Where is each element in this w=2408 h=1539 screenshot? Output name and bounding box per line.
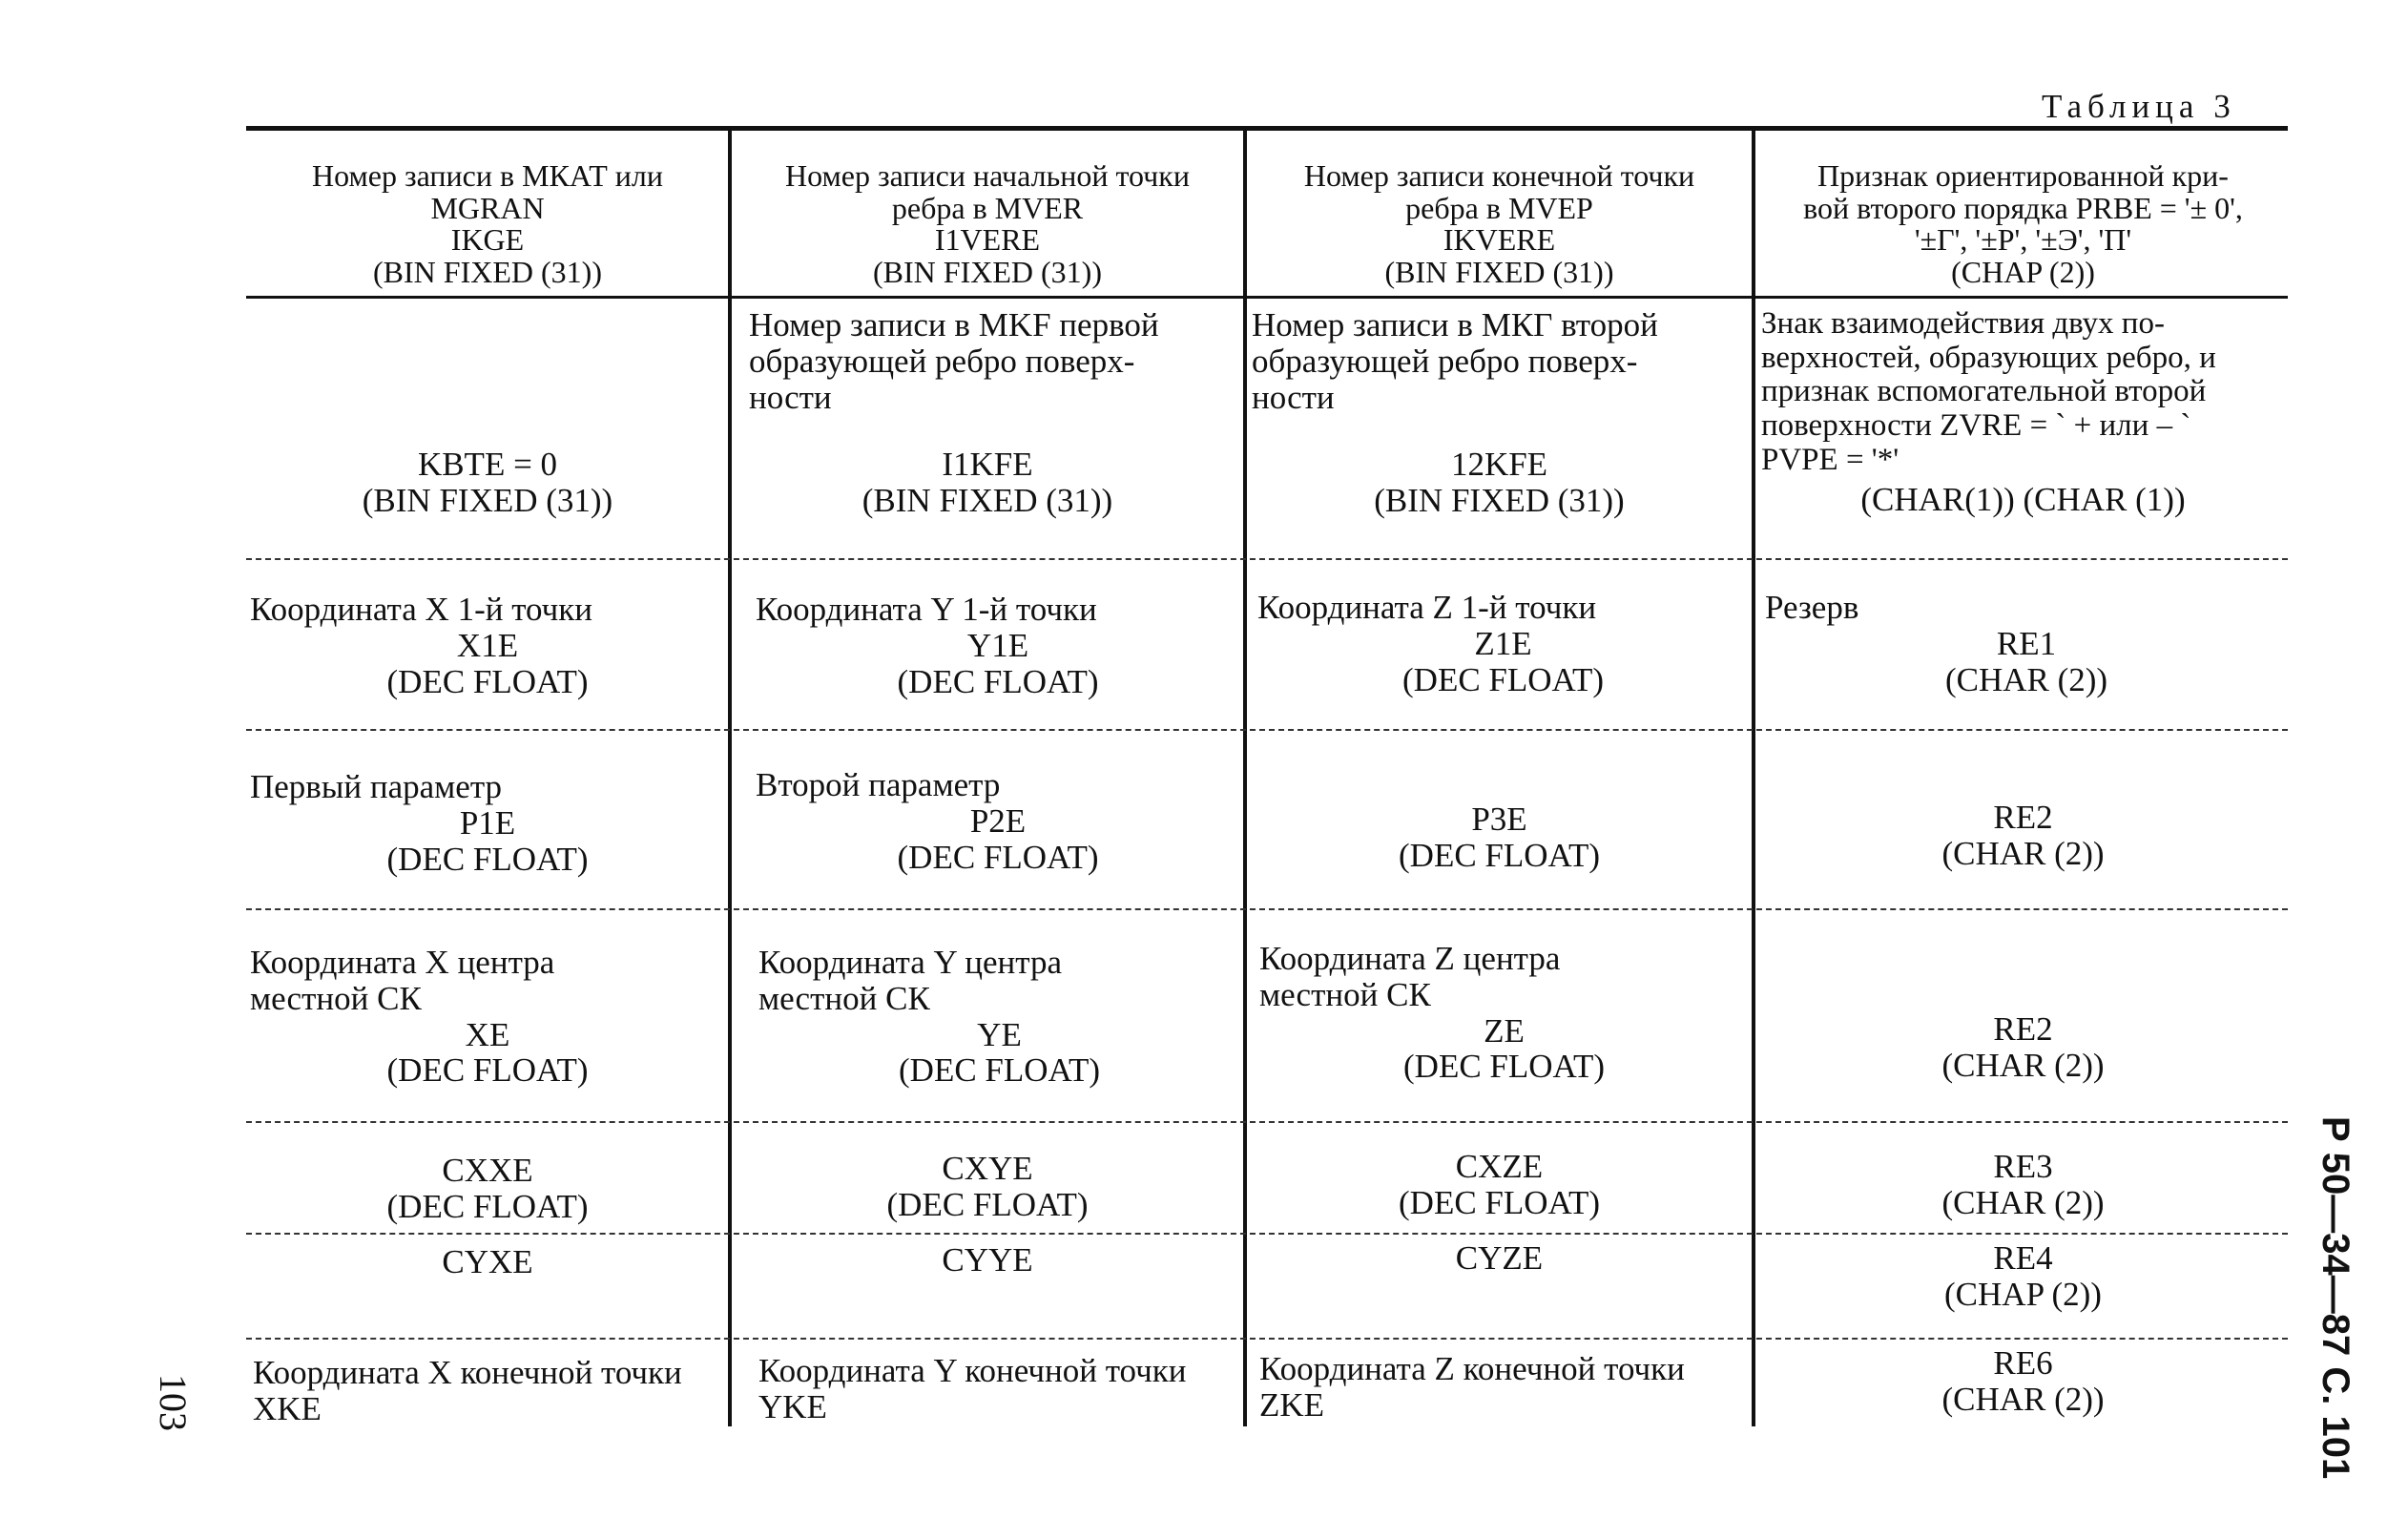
row3-col4: RE2 (CHAR (2)) <box>1941 799 2105 872</box>
column-divider <box>1243 129 1247 1426</box>
row5-col4: RE3 (CHAR (2)) <box>1941 1148 2105 1221</box>
table-caption: Таблица 3 <box>2042 88 2236 125</box>
document-reference: Р 50—34—87 С. 101 <box>2315 1116 2356 1480</box>
row1-col3-value: 12KFE (BIN FIXED (31)) <box>1374 446 1625 519</box>
row5-col2: CXYE (DEC FLOAT) <box>886 1150 1089 1223</box>
header-cell-2: Номер записи начальной точки ребра в MVER I1VERE (BIN FIXED (31)) <box>785 158 1190 289</box>
row-separator <box>246 729 2288 731</box>
row-separator <box>246 1233 2288 1235</box>
row7-col2: Координата Y конечной точки YKE <box>758 1352 1187 1425</box>
row1-col2-value: I1KFE (BIN FIXED (31)) <box>861 446 1113 519</box>
top-rule <box>246 126 2288 131</box>
row2-col1: Координата X 1-й точки X1E (DEC FLOAT) <box>250 591 592 700</box>
row6-col2: CYYE <box>942 1241 1033 1279</box>
row5-col3: CXZE (DEC FLOAT) <box>1399 1148 1600 1221</box>
row-separator <box>246 558 2288 560</box>
row6-col3: CYZE <box>1455 1239 1544 1277</box>
row2-col3: Координата Z 1-й точки Z1E (DEC FLOAT) <box>1257 589 1604 698</box>
row-separator <box>246 908 2288 910</box>
row7-col3: Координата Z конечной точки ZKE <box>1259 1350 1685 1424</box>
row6-col1: CYXE <box>442 1243 533 1280</box>
row-separator <box>246 1338 2288 1340</box>
header-cell-4: Признак ориентированной кри- вой второго порядка PRBE = '± 0', '±Г', '±P', '±Э', 'П' (CHAP (2)) <box>1803 158 2243 289</box>
row4-col4: RE2 (CHAR (2)) <box>1941 1010 2105 1084</box>
row3-col3: P3E (DEC FLOAT) <box>1399 801 1600 874</box>
row1-col3-label: Номер записи в МКГ второй образующей ребро поверх- ности <box>1252 306 1658 416</box>
row2-col4: Резерв RE1 (CHAR (2)) <box>1765 589 2108 698</box>
row7-col4: RE6 (CHAR (2)) <box>1941 1344 2105 1418</box>
row3-col1: Первый параметр P1E (DEC FLOAT) <box>250 768 589 878</box>
row4-col2: Координата Y центра местной СК YE (DEC FLOAT) <box>758 944 1100 1090</box>
header-cell-1: Номер записи в МКАТ или MGRAN IKGE (BIN FIXED (31)) <box>312 158 663 289</box>
row5-col1: CXXE (DEC FLOAT) <box>386 1152 589 1225</box>
row6-col4: RE4 (CHAP (2)) <box>1944 1239 2102 1313</box>
column-divider <box>1752 129 1755 1426</box>
row2-col2: Координата Y 1-й точки Y1E (DEC FLOAT) <box>756 591 1099 700</box>
row1-col4-value: (CHAR(1)) (CHAR (1)) <box>1860 481 2186 518</box>
header-rule <box>246 296 2288 299</box>
row7-col1: Координата X конечной точки XKE <box>253 1354 682 1427</box>
header-cell-3: Номер записи конечной точки ребра в MVEP IKVERE (BIN FIXED (31)) <box>1303 158 1695 289</box>
row4-col1: Координата X центра местной СК XE (DEC FLOAT) <box>250 944 589 1090</box>
row1-col1-value: KBTE = 0 (BIN FIXED (31)) <box>362 446 613 519</box>
row3-col2: Второй параметр P2E (DEC FLOAT) <box>756 766 1099 876</box>
column-divider <box>728 129 732 1426</box>
row4-col3: Координата Z центра местной СК ZE (DEC FLOAT) <box>1259 940 1605 1086</box>
row-separator <box>246 1121 2288 1123</box>
row1-col4-label: Знак взаимодействия двух по- верхностей, образующих ребро, и признак вспомогательной второй поверхности ZVRE = ` + или – ` PVPE = '*' <box>1761 306 2216 477</box>
page-number: 103 <box>152 1374 195 1431</box>
row1-col2-label: Номер записи в MKF первой образующей ребро поверх- ности <box>749 306 1159 416</box>
